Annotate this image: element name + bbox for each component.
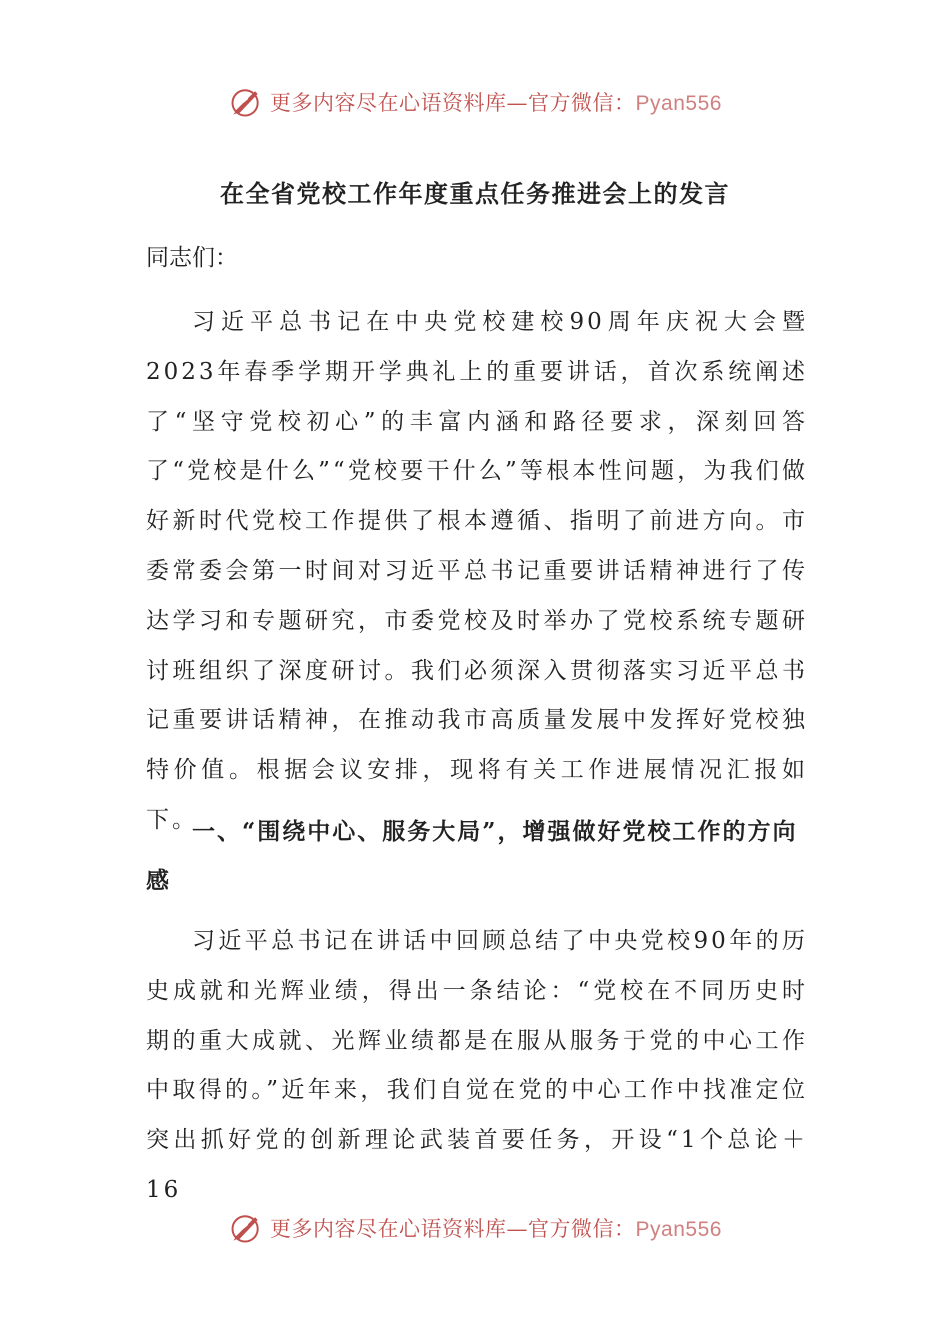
footer-banner (0, 1208, 950, 1248)
banner-text: 更多内容尽在心语资料库—官方微信：Pyan556 (270, 1217, 722, 1241)
salutation: 同志们： (146, 245, 238, 271)
paragraph-2: 习近平总书记在讲话中回顾总结了中央党校90年的历史成就和光辉业绩，得出一条结论：“党校在不同历史时期的重大成就、光辉业绩都是在服从服务于党的中心工作中取得的。”近年来，我们自觉在党的中心工作中找准定位突出抓好党的创新理论武装首要任务，开设“1个总论＋16 (146, 928, 808, 1203)
section-heading-1: 一、“围绕中心、服务大局”，增强做好党校工作的方向感 (146, 818, 798, 894)
quill-pen-logo-icon (228, 84, 264, 120)
wechat-id: Pyan556 (635, 92, 722, 115)
banner-text: 更多内容尽在心语资料库—官方微信：Pyan556 (270, 91, 722, 115)
quill-pen-logo-icon (228, 1210, 264, 1246)
document-title: 在全省党校工作年度重点任务推进会上的发言 (220, 179, 730, 208)
wechat-id: Pyan556 (635, 1218, 722, 1241)
paragraph-1: 习近平总书记在中央党校建校90周年庆祝大会暨2023年春季学期开学典礼上的重要讲话，首次系统阐述了“坚守党校初心”的丰富内涵和路径要求，深刻回答了“党校是什么”“党校要干什么”等根本性问题，为我们做好新时代党校工作提供了根本遵循、指明了前进方向。市委常委会第一时间对习近平总书记重要讲话精神进行了传达学习和专题研究，市委党校及时举办了党校系统专题研讨班组织了深度研讨。我们必须深入贯彻落实习近平总书记重要讲话精神，在推动我市高质量发展中发挥好党校独特价值。根据会议安排，现将有关工作进展情况汇报如下。 (146, 309, 808, 833)
header-banner (0, 82, 950, 122)
